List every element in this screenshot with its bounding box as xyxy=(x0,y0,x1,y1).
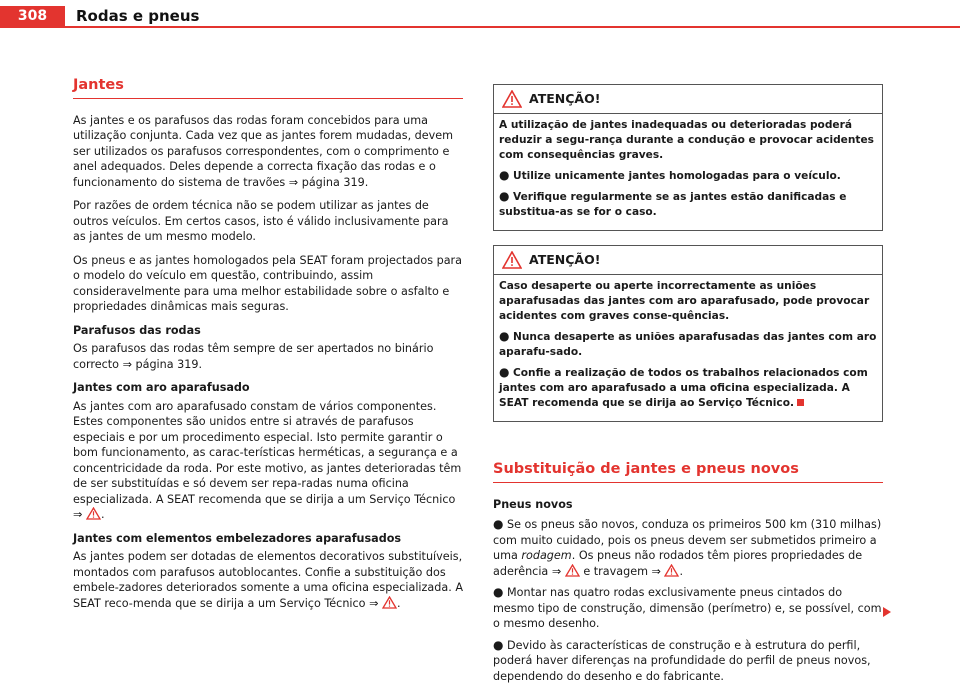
list-item xyxy=(499,168,877,184)
paragraph: As jantes podem ser dotadas de elementos decorativos substituíveis, montados com parafusos autoblocantes. Confie a substituição dos embele-zadores deteriorados somente a uma oficina especializada. A SEAT reco-menda que se dirija a um Serviço Técnico ⇒ . xyxy=(73,550,463,610)
paragraph: As jantes com aro aparafusado constam de vários componentes. Estes componentes são unidos entre si através de parafusos especiais e por um procedimento especial. Isto permite garantir o bom funcionamento, as carac-terísticas herméticas, a segurança e a concentricidade da roda. Por este motivo, as jantes deterioradas têm de ser substituídas e só devem ser repa-radas numa oficina especializada. A SEAT recomenda que se dirija a um Serviço Técnico ⇒ . xyxy=(73,399,462,521)
warning-body xyxy=(494,275,882,421)
page-header xyxy=(0,0,960,28)
warning-triangle-icon[interactable] xyxy=(382,596,397,609)
paragraph-text: As jantes com aro aparafusado constam de vários componentes. Estes componentes são unidos entre si através de parafusos especiais e por um procedimento especial. Isto permite garantir o bom funcionamento, as carac-terísticas herméticas, a segurança e a concentricidade da roda. Por este motivo, as jantes deterioradas têm de ser substituídas e só devem ser repa-radas numa oficina especializada. A SEAT recomenda que se dirija a um Serviço Técnico ⇒ xyxy=(73,399,462,521)
warning-body xyxy=(494,114,882,230)
bullet-dot-icon: ● xyxy=(493,585,504,599)
bullet-dot-icon: ● xyxy=(499,329,510,343)
list-item-text: e travagem ⇒ xyxy=(579,564,661,578)
section-title-jantes: Jantes xyxy=(73,78,463,99)
left-column xyxy=(73,78,463,619)
warning-header xyxy=(494,85,882,114)
chapter-title: Rodas e pneus xyxy=(76,7,200,25)
subheading: Jantes com elementos embelezadores aparafusados xyxy=(73,531,402,545)
paragraph: Os parafusos das rodas têm sempre de ser apertados no binário correcto ⇒ página 319. xyxy=(73,342,434,371)
list-item-text: Nunca desaperte as uniões aparafusadas das jantes com aro aparafu-sado. xyxy=(499,331,877,358)
bullet-dot-icon: ● xyxy=(499,168,510,182)
subheading: Pneus novos xyxy=(493,497,573,511)
list-item-text: Se os pneus são novos, conduza os primeiros 500 km (310 milhas) com muito cuidado, pois os pneus devem ser submetidos primeiro a uma xyxy=(493,518,882,562)
list-item-text: Verifique regularmente se as jantes estão danificadas e substitua-as se for o caso. xyxy=(499,191,847,218)
list-item-text: . Os pneus não rodados têm piores propriedades de aderência ⇒ xyxy=(493,549,863,578)
warning-triangle-icon[interactable] xyxy=(565,564,580,577)
bullet-dot-icon: ● xyxy=(499,365,510,379)
list-item-text: Devido às características de construção e à estrutura do perfil, poderá haver diferenças na profundidade do perfil de pneus novos, dependendo do desenho e do fabricante. xyxy=(493,638,871,683)
paragraph: Os pneus e as jantes homologados pela SEAT foram projectados para o modelo do veículo em questão, contribuindo, assim consideravelmente para uma melhor estabilidade sobre o asfalto e propriedades dinâmicas mais seguras. xyxy=(73,253,463,313)
section-title-substituicao: Substituição de jantes e pneus novos xyxy=(493,462,883,483)
warning-title: ATENÇÃO! xyxy=(529,91,601,106)
warning-triangle-icon[interactable] xyxy=(664,564,679,577)
warning-box xyxy=(493,84,883,231)
warning-header xyxy=(494,246,882,275)
paragraph-text: As jantes podem ser dotadas de elementos decorativos substituíveis, montados com parafusos autoblocantes. Confie a substituição dos embele-zadores deteriorados somente a uma oficina especializada. A SEAT reco-menda que se dirija a um Serviço Técnico ⇒ xyxy=(73,550,463,610)
paragraph: Por razões de ordem técnica não se podem utilizar as jantes de outros veículos. Em certos casos, isto é válido inclusivamente para as jantes de um mesmo modelo. xyxy=(73,199,449,243)
bullet-dot-icon: ● xyxy=(493,517,504,531)
paragraph: As jantes e os parafusos das rodas foram concebidos para uma utilização conjunta. Cada vez que as jantes forem mudadas, devem ser utilizados os parafusos correspondentes, com o comprimento e anel adequados. Deles depende a correcta fixação das rodas e o funcionamento do sistema de travões ⇒ página 319. xyxy=(73,113,454,189)
list-item xyxy=(493,585,883,632)
bullet-dot-icon: ● xyxy=(499,189,510,203)
warning-text: A utilização de jantes inadequadas ou deterioradas poderá reduzir a segu-rança durante a condução e provocar acidentes com consequências graves. xyxy=(499,119,874,161)
warning-triangle-icon xyxy=(502,90,522,108)
bullet-dot-icon: ● xyxy=(493,637,504,652)
warning-title: ATENÇÃO! xyxy=(529,252,601,267)
warning-text: Caso desaperte ou aperte incorrectamente as uniões aparafusadas das jantes com aro aparafusado, pode provocar acidentes com graves conse-quências. xyxy=(499,280,870,322)
page-number: 308 xyxy=(0,6,65,26)
list-item xyxy=(499,365,877,411)
list-item xyxy=(493,638,883,685)
warning-triangle-icon xyxy=(502,251,522,269)
subheading: Parafusos das rodas xyxy=(73,323,201,337)
list-item: ● Se os pneus são novos, conduza os primeiros 500 km (310 milhas) com muito cuidado, pois os pneus devem ser submetidos primeiro a uma rodagem. Os pneus não rodados têm piores propriedades de aderência ⇒ e travagem ⇒ . xyxy=(493,517,882,578)
list-item xyxy=(499,329,877,360)
warning-triangle-icon[interactable] xyxy=(86,507,101,520)
end-of-section-marker xyxy=(797,399,804,406)
subheading: Jantes com aro aparafusado xyxy=(73,381,250,394)
header-rule xyxy=(0,26,960,28)
list-item-text: Utilize unicamente jantes homologadas para o veículo. xyxy=(513,170,841,182)
list-item-text: Montar nas quatro rodas exclusivamente pneus cintados do mesmo tipo de construção, dimensão (perímetro) e, se possível, com o mesmo desenho. xyxy=(493,586,882,630)
list-item-text: Confie a realização de todos os trabalhos relacionados com jantes com aro aparafusado a uma oficina especializada. A SEAT recomenda que se dirija ao Serviço Técnico. xyxy=(499,367,868,409)
right-column xyxy=(493,84,883,690)
emphasis-text: rodagem xyxy=(521,549,572,562)
next-page-arrow-icon[interactable] xyxy=(882,606,892,618)
list-item xyxy=(499,189,877,220)
warning-box xyxy=(493,245,883,422)
